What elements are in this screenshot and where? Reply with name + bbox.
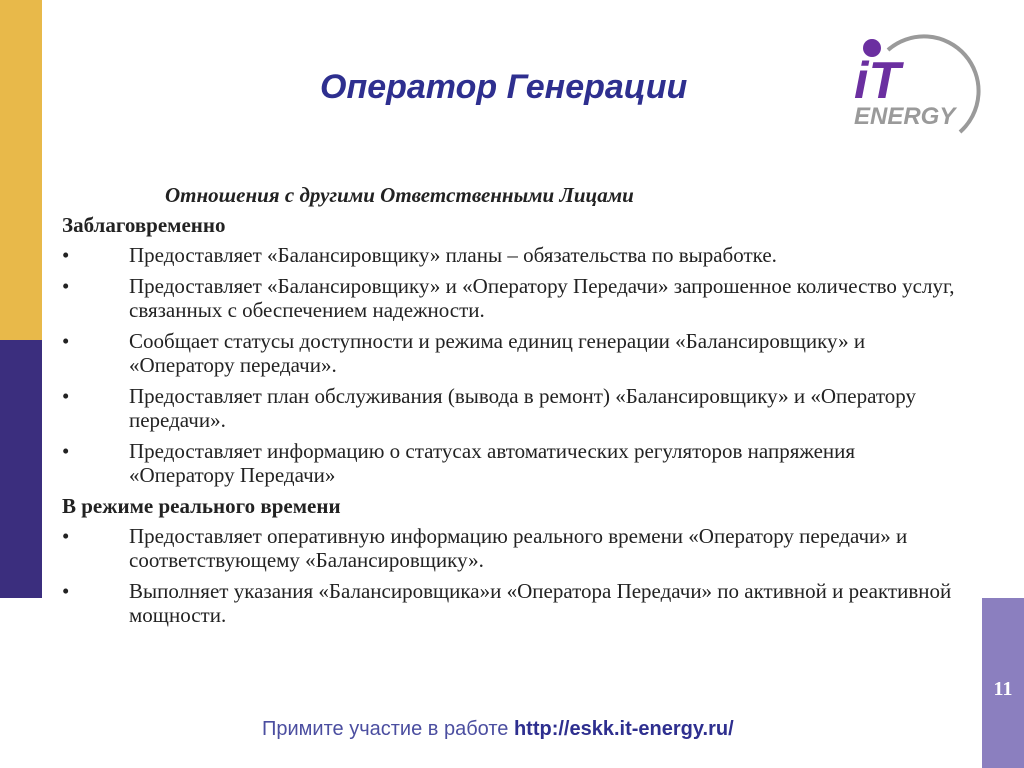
logo-energy-text: ENERGY — [854, 103, 956, 130]
slide-subtitle: Отношения с другими Ответственными Лицами — [165, 183, 634, 207]
footer-text: Примите участие в работе — [262, 718, 514, 740]
footer-link[interactable]: http://eskk.it-energy.ru/ — [513, 718, 734, 740]
page-number: 11 — [993, 678, 1013, 700]
slide-title: Оператор Генерации — [320, 68, 688, 106]
side-bar-gold — [0, 0, 42, 340]
list-item: • Предоставляет информацию о статусах автоматических регуляторов напряжения «Оператору Передачи» — [62, 439, 962, 487]
bullet-list-realtime — [62, 524, 962, 627]
it-energy-logo — [848, 28, 988, 148]
section-heading-realtime: В режиме реального времени — [62, 494, 341, 518]
list-item: • Предоставляет план обслуживания (вывода в ремонт) «Балансировщику» и «Оператору передачи». — [62, 384, 962, 432]
bullet-list-advance — [62, 243, 962, 487]
logo-it-text: iT — [854, 52, 901, 110]
list-item: • Предоставляет «Балансировщику» и «Оператору Передачи» запрошенное количество услуг, связанных с обеспечением надежности. — [62, 274, 962, 322]
list-item: • Сообщает статусы доступности и режима единиц генерации «Балансировщику» и «Оператору передачи». — [62, 329, 962, 377]
footer — [262, 718, 734, 741]
list-item: • Предоставляет «Балансировщику» планы – обязательства по выработке. — [62, 243, 962, 267]
list-item: • Выполняет указания «Балансировщика»и «Оператора Передачи» по активной и реактивной мощности. — [62, 579, 962, 627]
slide-content — [62, 183, 962, 634]
page-number-box — [982, 598, 1024, 768]
list-item: • Предоставляет оперативную информацию реального времени «Оператору передачи» и соответствующему «Балансировщику». — [62, 524, 962, 572]
section-heading-advance: Заблаговременно — [62, 213, 226, 237]
side-bar-purple — [0, 340, 42, 598]
